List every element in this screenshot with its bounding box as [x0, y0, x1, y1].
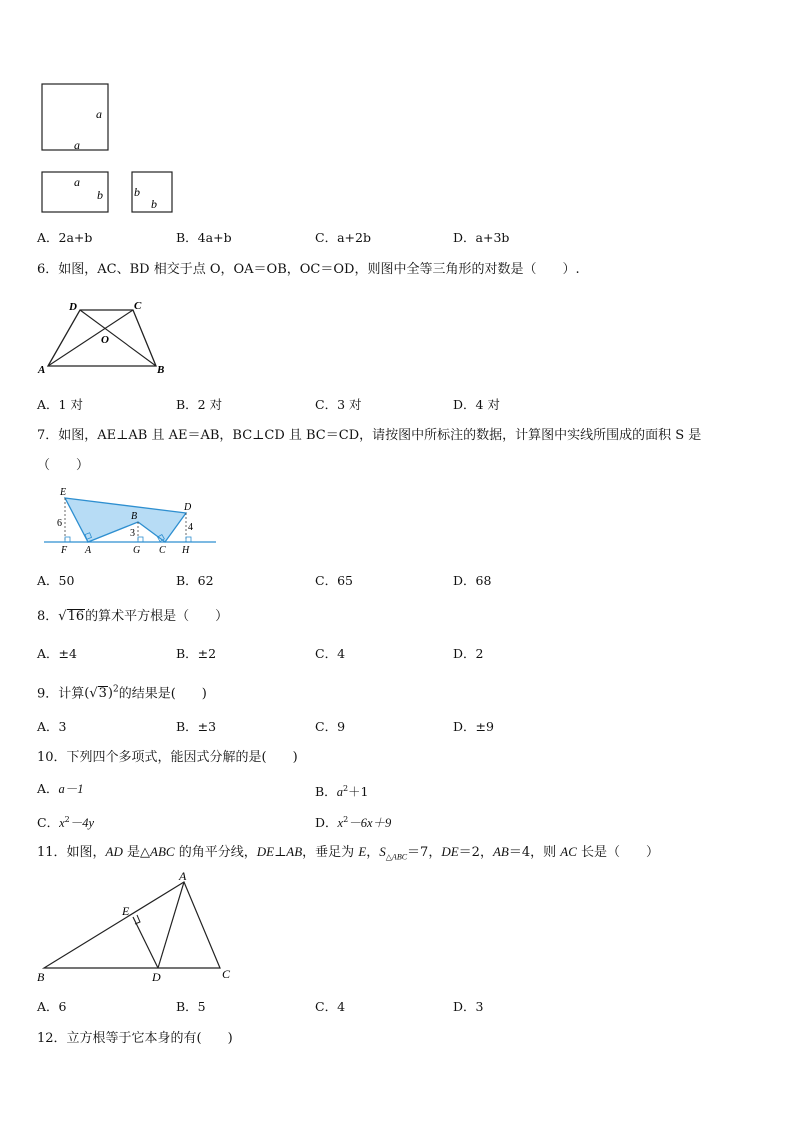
q11-label-b: B	[37, 970, 45, 984]
q8-question-rest: 的算术平方根是（ ）	[85, 609, 229, 624]
q11-triangle-abc: △ABC	[140, 844, 175, 859]
q11-triangle	[44, 882, 220, 968]
q9-question-rest: 的结果是( )	[118, 686, 207, 702]
q10-question: 10．下列四个多项式，能因式分解的是( )	[37, 750, 298, 765]
q11-ab: AB	[492, 844, 509, 859]
q11-text-1: 是	[122, 845, 141, 860]
q10-option-b[interactable]	[315, 781, 368, 800]
q11-de-perp-ab: DE⊥AB	[256, 844, 303, 859]
q9-prefix: 9．计算	[37, 686, 85, 702]
q7-question-line1: 7．如图，AE⊥AB 且 AE＝AB，BC⊥CD 且 BC＝CD，请按图中所标注的数据，计算图中实线所围成的面积 S 是	[37, 428, 702, 443]
q5-label-small-left: b	[134, 185, 140, 199]
q10-option-c-exp: 2	[64, 815, 70, 824]
q10-option-b-label: B．	[315, 784, 337, 800]
q9-question	[37, 682, 207, 702]
q11-label-e: E	[122, 904, 130, 918]
q11-text-5: ＝7，	[407, 845, 442, 860]
q7-label-3: 3	[130, 528, 135, 539]
q11-perpendicular-de	[133, 917, 158, 968]
q8-radicand: 16	[67, 609, 85, 624]
q8-option-a[interactable]: A．±4	[37, 646, 77, 661]
q9-option-c[interactable]: C．9	[315, 719, 346, 734]
q5-figure	[30, 78, 190, 223]
q11-question	[37, 844, 659, 866]
q7-option-a[interactable]: A．50	[37, 573, 75, 588]
q11-question-rest: 长是（ ）	[576, 845, 660, 860]
q11-figure	[34, 868, 244, 984]
q7-question-line2: （ ）	[37, 458, 90, 473]
q6-label-a: A	[38, 364, 46, 376]
q11-ad: AD	[105, 844, 123, 859]
q10-option-d-label: D．	[315, 815, 338, 831]
q11-prefix: 11．如图，	[37, 845, 106, 860]
q10-option-a-label: A．	[37, 781, 59, 796]
q7-label-c: C	[159, 545, 166, 556]
q5-label-square-right: a	[96, 107, 102, 121]
q6-label-c: C	[134, 300, 142, 312]
q6-option-c[interactable]: C．3 对	[315, 397, 362, 412]
q10-option-c-base: x	[59, 816, 65, 831]
q7-label-6: 6	[57, 518, 62, 529]
q7-option-c[interactable]: C．65	[315, 573, 353, 588]
q7-label-a: A	[85, 545, 92, 556]
q7-right-angle-f	[65, 537, 70, 542]
q6-label-o: O	[101, 334, 109, 346]
q5-label-small-bottom: b	[151, 197, 157, 211]
q12-question: 12．立方根等于它本身的有( )	[37, 1031, 233, 1046]
q11-ac: AC	[560, 844, 577, 859]
q9-option-d[interactable]: D．±9	[453, 719, 494, 734]
q7-option-d[interactable]: D．68	[453, 573, 492, 588]
q11-label-d: D	[152, 970, 161, 984]
q11-de: DE	[441, 844, 459, 859]
q8-option-c[interactable]: C．4	[315, 646, 346, 661]
q9-expression: $(√3)^2$	[84, 685, 119, 702]
q7-label-e: E	[60, 487, 67, 498]
q11-label-a: A	[179, 869, 187, 883]
q10-option-c[interactable]	[37, 812, 94, 831]
q8-option-d[interactable]: D．2	[453, 646, 484, 661]
q7-label-g: G	[133, 545, 141, 556]
q8-option-b[interactable]: B．±2	[176, 646, 217, 661]
q10-option-d-exp: 2	[343, 815, 349, 824]
q11-option-a[interactable]: A．6	[37, 999, 67, 1014]
q10-option-d-base: x	[337, 816, 344, 831]
q10-option-b-base: a	[336, 785, 343, 800]
q10-option-c-label: C．	[37, 815, 60, 831]
q11-area-s: S	[379, 844, 386, 859]
q5-option-d[interactable]: D．a+3b	[453, 230, 510, 245]
q10-option-a-expr: a－1	[58, 782, 84, 796]
q5-option-a[interactable]: A．2a+b	[37, 230, 93, 245]
q11-point-e: E	[358, 844, 367, 859]
q5-label-rect-top: a	[74, 175, 80, 189]
q10-option-c-rest: －4y	[69, 816, 95, 831]
q5-option-b[interactable]: B．4a+b	[176, 230, 232, 245]
q7-right-angle-h	[186, 537, 191, 542]
q9-radicand: 3	[98, 686, 107, 702]
q9-option-a[interactable]: A．3	[37, 719, 67, 734]
q5-option-c[interactable]: C．a+2b	[315, 230, 371, 245]
q7-label-h: H	[182, 545, 190, 556]
q11-text-4: ，	[366, 845, 380, 860]
q9-exponent: 2	[113, 685, 119, 695]
q10-option-d-rest: －6x＋9	[348, 816, 392, 831]
q10-option-b-rest: ＋1	[348, 784, 369, 800]
q10-option-b-exp: 2	[342, 784, 349, 793]
q6-label-b: B	[157, 364, 165, 376]
q7-label-b: B	[131, 511, 138, 522]
q7-option-b[interactable]: B．62	[176, 573, 214, 588]
q6-option-a[interactable]: A．1 对	[37, 397, 83, 412]
q6-option-b[interactable]: B．2 对	[176, 397, 223, 412]
q11-option-d[interactable]: D．3	[453, 999, 484, 1014]
q7-label-4: 4	[188, 522, 193, 533]
q10-option-d[interactable]	[315, 812, 391, 831]
q7-shaded-region	[65, 498, 186, 542]
q11-option-b[interactable]: B．5	[176, 999, 206, 1014]
q6-figure	[36, 292, 176, 378]
q6-label-d: D	[69, 301, 77, 313]
q8-number: 8．	[37, 609, 59, 624]
q8-question	[37, 609, 228, 625]
q7-label-f: F	[61, 545, 68, 556]
q8-sqrt: √16	[58, 609, 85, 624]
q7-right-angle-g	[138, 537, 143, 542]
q11-option-c[interactable]: C．4	[315, 999, 346, 1014]
q7-figure	[40, 484, 220, 556]
q7-label-d: D	[184, 502, 192, 513]
q11-label-c: C	[222, 967, 231, 981]
q11-text-2: 的角平分线，	[174, 845, 257, 860]
q10-option-a[interactable]	[37, 781, 84, 797]
q11-text-6: ＝2，	[458, 845, 493, 860]
q5-label-rect-right: b	[97, 188, 103, 202]
q11-text-3: ，垂足为	[302, 845, 359, 860]
q11-area-subscript: △ABC	[385, 852, 408, 862]
q6-option-d[interactable]: D．4 对	[453, 397, 500, 412]
q9-option-b[interactable]: B．±3	[176, 719, 217, 734]
q6-question: 6．如图，AC、BD 相交于点 O，OA＝OB，OC＝OD，则图中全等三角形的对数是（ ）.	[37, 262, 580, 277]
q11-text-7: ＝4，则	[508, 845, 561, 860]
q5-label-square-bottom: a	[74, 138, 80, 152]
